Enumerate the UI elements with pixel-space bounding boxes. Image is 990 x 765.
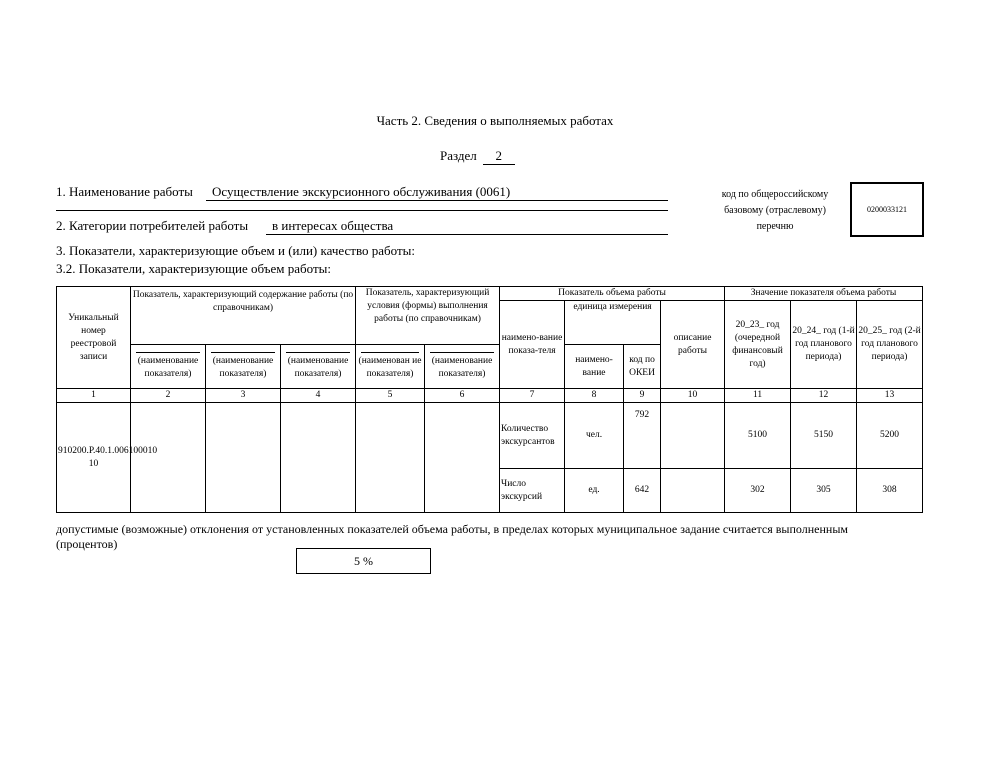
divider — [56, 210, 668, 211]
empty-cell — [206, 403, 281, 513]
page-title: Часть 2. Сведения о выполняемых работах — [376, 113, 614, 128]
header-volume-value: Значение показателя объема работы — [725, 287, 923, 301]
column-number: 10 — [661, 389, 725, 403]
value-year-2: 305 — [791, 469, 857, 513]
section-label: Раздел — [440, 148, 477, 163]
work-description — [661, 469, 725, 513]
header-sub-name: (наименование показателя) — [206, 345, 281, 389]
work-name-label: 1. Наименование работы — [56, 184, 193, 199]
column-number: 11 — [725, 389, 791, 403]
header-unique-number: Уникальный номер реестровой записи — [57, 287, 131, 389]
column-number: 9 — [624, 389, 661, 403]
value-year-1: 5100 — [725, 403, 791, 469]
table-row — [57, 403, 923, 469]
empty-cell — [131, 403, 206, 513]
header-unit: единица измерения — [565, 301, 661, 345]
column-number: 4 — [281, 389, 356, 403]
header-sub-okei: код по ОКЕИ — [624, 345, 661, 389]
section-number — [440, 148, 515, 165]
consumers-row — [56, 218, 668, 236]
column-number: 8 — [565, 389, 624, 403]
header-year-3: 20_25_ год (2-й год планового периода) — [857, 301, 923, 389]
value-year-3: 5200 — [857, 403, 923, 469]
registry-code-box: 0200033121 — [850, 182, 924, 237]
header-sub-name: (наименован ие показателя) — [356, 345, 425, 389]
deviation-percent-box: 5 % — [296, 548, 431, 574]
unit-name: ед. — [565, 469, 624, 513]
header-content-indicator: Показатель, характеризующий содержание работы (по справочникам) — [131, 287, 356, 345]
header-conditions-indicator: Показатель, характеризующий условия (формы) выполнения работы (по справочникам) — [356, 287, 500, 345]
empty-cell — [281, 403, 356, 513]
work-name-value: Осуществление экскурсионного обслуживания (0061) — [206, 184, 668, 201]
okved-line: код по общероссийскому — [721, 189, 829, 200]
work-description — [661, 403, 725, 469]
header-year-2: 20_24_ год (1-й год планового периода) — [791, 301, 857, 389]
column-number: 7 — [500, 389, 565, 403]
deviation-text: допустимые (возможные) отклонения от установленных показателей объема работы, в пределах которых муниципальное задание считается выполненным (процентов) — [56, 522, 848, 551]
header-volume-indicator: Показатель объема работы — [500, 287, 725, 301]
volume-indicators-table — [56, 286, 923, 513]
indicator-name: Число экскурсий — [500, 469, 565, 513]
okved-line: перечню — [756, 221, 794, 232]
okei-code: 642 — [624, 469, 661, 513]
registry-number: 910200.Р.40.1.006100010 10 — [57, 403, 131, 513]
column-number: 5 — [356, 389, 425, 403]
header-sub-unit-name: наимено-вание — [565, 345, 624, 389]
header-description: описание работы — [661, 301, 725, 389]
section-number-value: 2 — [483, 148, 515, 165]
empty-cell — [425, 403, 500, 513]
consumers-value: в интересах общества — [266, 218, 668, 235]
unit-name: чел. — [565, 403, 624, 469]
value-year-3: 308 — [857, 469, 923, 513]
section-heading-3: 3. Показатели, характеризующие объем и (или) качество работы: — [56, 243, 415, 258]
consumers-label: 2. Категории потребителей работы — [56, 218, 249, 233]
okved-label — [700, 187, 850, 235]
header-sub-name: (наименование показателя) — [281, 345, 356, 389]
header-sub-name: (наименование показателя) — [131, 345, 206, 389]
column-number: 1 — [57, 389, 131, 403]
value-year-1: 302 — [725, 469, 791, 513]
indicator-name: Количество экскурсантов — [500, 403, 565, 469]
column-number: 12 — [791, 389, 857, 403]
header-year-1: 20_23_ год (очередной финансовый год) — [725, 301, 791, 389]
header-indicator-name: наимено-вание показа-теля — [500, 301, 565, 389]
value-year-2: 5150 — [791, 403, 857, 469]
section-heading-3-2: 3.2. Показатели, характеризующие объем работы: — [56, 261, 331, 276]
okved-line: базовому (отраслевому) — [724, 205, 826, 216]
empty-cell — [356, 403, 425, 513]
column-number: 3 — [206, 389, 281, 403]
header-sub-name: (наименование показателя) — [425, 345, 500, 389]
column-number: 6 — [425, 389, 500, 403]
column-number: 2 — [131, 389, 206, 403]
work-name-row — [56, 184, 668, 202]
column-number: 13 — [857, 389, 923, 403]
okei-code: 792 — [624, 403, 661, 469]
